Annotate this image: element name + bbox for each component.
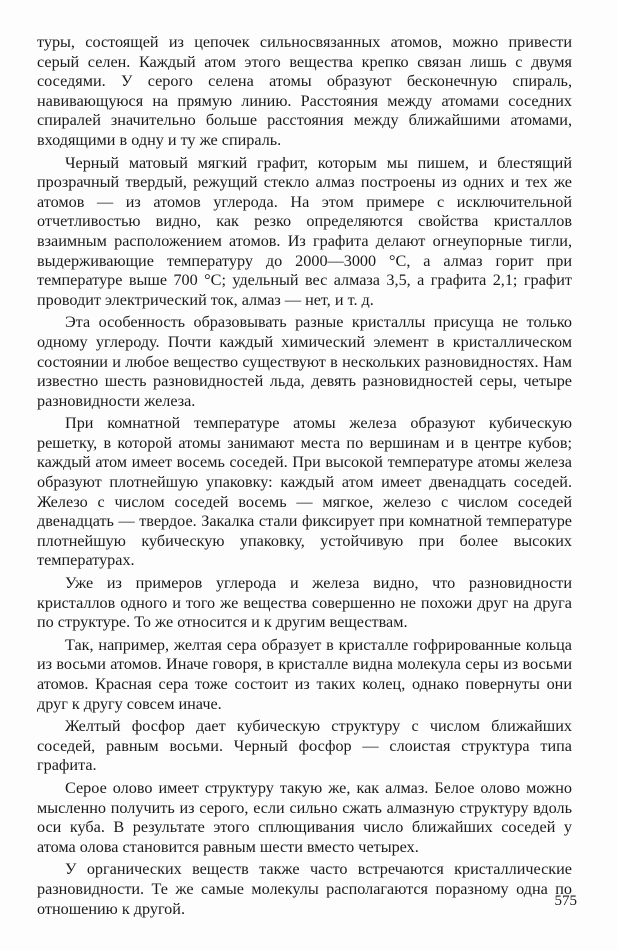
paragraph-9: У органических веществ также часто встречаются кристаллические разновидности. Те же самые молекулы располагаются поразному одна по отношению к другой. [37, 860, 572, 918]
paragraph-8: Серое олово имеет структуру такую же, как алмаз. Белое олово можно мысленно получить из серого, если сильно сжать алмазную структуру вдоль оси куба. В результате этого сплющивания число ближайших соседей у атома олова становится равным шести вместо четырех. [37, 778, 572, 856]
page-number: 575 [554, 893, 577, 909]
paragraph-1: туры, состоящей из цепочек сильносвязанных атомов, можно привести серый селен. Каждый атом этого вещества крепко связан лишь с двумя соседями. У серого селена атомы образуют бесконечную спираль, навивающуюся на прямую линию. Расстояния между атомами соседних спиралей значительно больше расстояния между ближайшими атомами, входящими в одну и ту же спираль. [37, 33, 572, 149]
paragraph-6: Так, например, желтая сера образует в кристалле гофрированные кольца из восьми атомов. Иначе говоря, в кристалле видна молекула серы из восьми атомов. Красная сера тоже состоит из таких колец, однако повернуты они друг к другу совсем иначе. [37, 635, 572, 713]
paragraph-4: При комнатной температуре атомы железа образуют кубическую решетку, в которой атомы занимают места по вершинам и в центре кубов; каждый атом имеет восемь соседей. При высокой температуре атомы железа образуют плотнейшую упаковку: каждый атом имеет двенадцать соседей. Железо с числом соседей восемь — мягкое, железо с числом соседей двенадцать — твердое. Закалка стали фиксирует при комнатной температуре плотнейшую кубическую упаковку, устойчивую при более высоких температурах. [37, 414, 572, 570]
paragraph-7: Желтый фосфор дает кубическую структуру с числом ближайших соседей, равным восьми. Черный фосфор — слоистая структура типа графита. [37, 717, 572, 775]
body-text [37, 33, 572, 922]
paragraph-5: Уже из примеров углерода и железа видно, что разновидности кристаллов одного и того же вещества совершенно не похожи друг на друга по структуре. То же относится и к другим веществам. [37, 574, 572, 632]
paragraph-2: Черный матовый мягкий графит, которым мы пишем, и блестящий прозрачный твердый, режущий стекло алмаз построены из одних и тех же атомов — из атомов углерода. На этом примере с исключительной отчетливостью видно, как резко определяются свойства кристаллов взаимным расположением атомов. Из графита делают огнеупорные тигли, выдерживающие температуру до 2000—3000 °C, а алмаз горит при температуре выше 700 °C; удельный вес алмаза 3,5, а графита 2,1; графит проводит электрический ток, алмаз — нет, и т. д. [37, 153, 572, 309]
paragraph-3: Эта особенность образовывать разные кристаллы присуща не только одному углероду. Почти каждый химический элемент в кристаллическом состоянии и любое вещество существуют в нескольких разновидностях. Нам известно шесть разновидностей льда, девять разновидностей серы, четыре разновидности железа. [37, 313, 572, 410]
